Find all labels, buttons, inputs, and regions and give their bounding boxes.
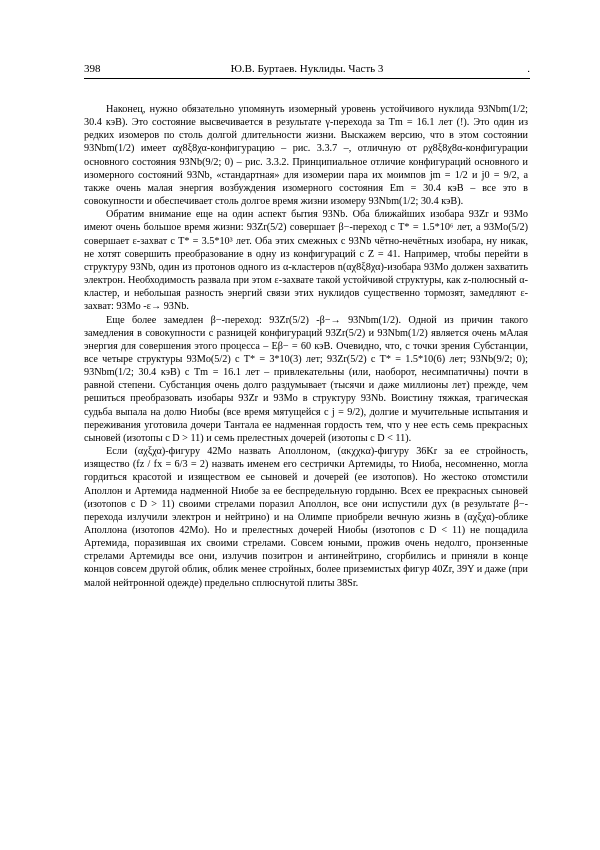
- paragraph-beta-transition: Еще более замедлен β−-переход: 93Zr(5/2) -β−→ 93Nbm(1/2). Одной из причин такого замедления в совокупности с разницей конфигураций 93Zr(5/2) и 93Nbm(1/2) является очень мАлая энергия для совершения этого процесса – Eβ− = 60 кэВ. Очевидно, что, с точки зрения Субстанции, все четыре структуры 93Mo(5/2) с T* = 3*10(3) лет; 93Zr(5/2) с T* = 1.5*10(6) лет; 93Nb(9/2; 0); 93Nbm(1/2; 30.4 кэВ) с Tm = 16.1 лет – привлекательны (или, наоборот, несимпатичны) почти в равной степени. Субстанция очень долго раздумывает (тысячи и даже миллионы лет) прежде, чем решиться преобразовать изобары 93Zr и 93Mo в структуру 93Nb. Воистину тяжкая, трагическая судьба выпала на долю Ниобы (все время мятущейся с j = 9/2), долгие и мучительные испытания и переживания уготовила дочери Тантала ее надменная гордость тем, что у нее есть семь прекрасных сыновей (изотопы с D > 11) и семь прелестных дочерей (изотопы с D < 11).: [84, 314, 528, 444]
- header-trailing-mark: .: [527, 63, 530, 75]
- body-text: [84, 103, 528, 590]
- page-number: 398: [84, 63, 101, 75]
- running-header: [84, 62, 530, 78]
- paragraph-isomer: Наконец, нужно обязательно упомянуть изомерный уровень устойчивого нуклида 93Nbm(1/2; 30.4 кэВ). Это состояние высвечивается в результате γ-перехода за Tm = 16.1 лет (!). Это один из редких изомеров по столь долгой длительности жизни. Выскажем версию, что в этом состоянии 93Nbm(1/2) имеет αχ8ξ8χα-конфигурацию – рис. 3.3.7 –, отличную от ρχ8ξ8χ8α-конфигурации основного состояния 93Nb(9/2; 0) – рис. 3.3.2. Принципиальное отличие конфигураций основного и изомерного состояний 93Nb, «стандартная» для изомерии пара их моимпов jm = 1/2 и j0 = 9/2, а также очень малая энергия возбуждения изомерного состояния Em = 30.4 кэВ – все это в совокупности и обеспечивает столь долгое время жизни изомеру 93Nbm(1/2; 30.4 кэВ).: [84, 104, 528, 208]
- running-title: Ю.В. Буртаев. Нуклиды. Часть 3: [230, 63, 384, 75]
- paragraph-apollo-artemis: Если (αχξχα)-фигуру 42Mo назвать Аполлоном, (ακχχκα)-фигуру 36Kr за ее стройность, изящество (fz / fx = 6/3 = 2) назвать именем его сестрички Артемиды, то Ниоба, несомненно, могла гордиться красотой и изяществом ее сыновей и дочерей (ее изотопов). Но жестоко отомстили Аполлон и Артемида надменной Ниобе за ее беспредельную гордыню. Всех ее прекрасных сыновей (изотопов с D > 11) своими стрелами поразил Аполлон, все они испустили дух (в результате β−-перехода излучили электрон и нейтрино) и на Олимпе приобрели вечную жизнь в (αχξχα)-облике Аполлона (изотопов 42Mo). Но и прелестных дочерей Ниобы (изотопов с D < 11) не пощадила Артемида, поразившая их своими стрелами. Совсем юными, прожив очень недолго, пронзенные стрелами Артемиды все они, излучив позитрон и антинейтрино, сгорбились и приняли в конце концов совсем другой облик, облик менее стройных, более приземистых фигур 40Zr, 39Y и даже (при малой нейтронной одежде) предельно сплюснутой плиты 38Sr.: [84, 446, 528, 589]
- paragraph-isobars: Обратим внимание еще на один аспект бытия 93Nb. Оба ближайших изобара 93Zr и 93Mo имеют очень большое время жизни: 93Zr(5/2) совершает β−-переход с T* = 1.5*10⁶ лет, а 93Mo(5/2) совершает ε-захват с T* = 3.5*10³ лет. Оба этих смежных с 93Nb чётно-нечётных изобара, ну никак, не хотят совершить преобразование в одну из конфигураций с Z = 41. Например, чтобы перейти в структуру 93Nb, один из протонов одного из α-кластеров n(αχ8ξ8χα)-изобара 93Mo должен захватить электрон. Необходимость развала при этом ε-захвате такой устойчивой структуры, как z-полюсный α-кластер, и небольшая разность энергий связи этих нуклидов существенно тормозят, замедляют ε-захват: 93Mo -ε→ 93Nb.: [84, 209, 528, 313]
- header-rule: [84, 78, 530, 79]
